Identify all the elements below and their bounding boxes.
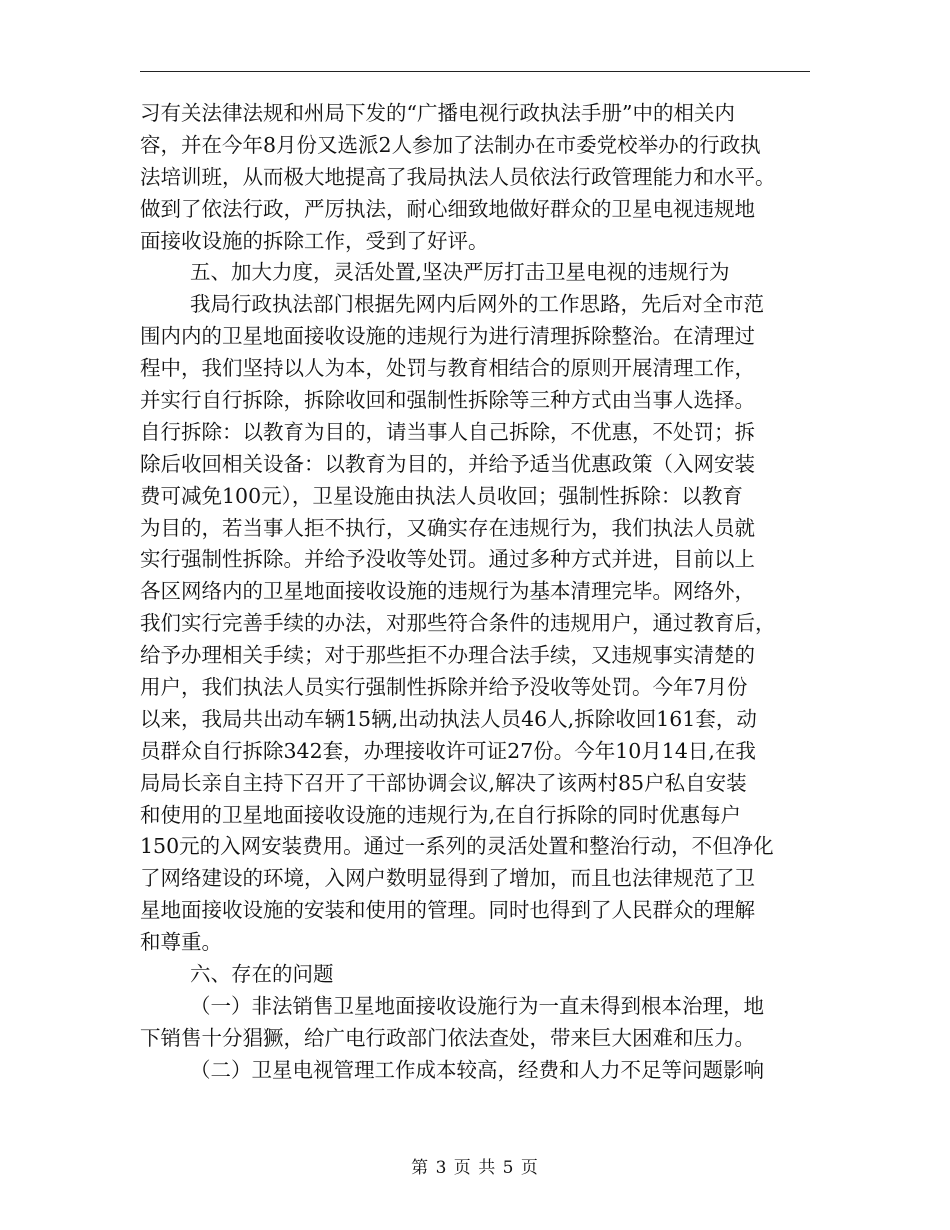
body-line: 以来，我局共出动车辆15辆,出动执法人员46人,拆除收回161套，动	[140, 706, 757, 731]
section-heading-5: 五、加大力度，灵活处置,坚决严厉打击卫星电视的违规行为	[190, 260, 730, 285]
body-line: 做到了依法行政，严厉执法，耐心细致地做好群众的卫星电视违规地	[140, 196, 755, 221]
body-line: 面接收设施的拆除工作，受到了好评。	[140, 228, 489, 253]
body-line: 了网络建设的环境，入网户数明显得到了增加，而且也法律规范了卫	[140, 866, 755, 891]
body-line: 下销售十分猖獗，给广电行政部门依法查处，带来巨大困难和压力。	[140, 1025, 755, 1050]
body-line: 星地面接收设施的安装和使用的管理。同时也得到了人民群众的理解	[140, 898, 755, 923]
body-line: 150元的入网安装费用。通过一系列的灵活处置和整治行动，不但净化	[140, 834, 774, 859]
body-line: 用户，我们执法人员实行强制性拆除并给予没收等处罚。今年7月份	[140, 675, 748, 700]
paragraph-start: 我局行政执法部门根据先网内后网外的工作思路，先后对全市范	[190, 292, 764, 317]
body-line: 我们实行完善手续的办法，对那些符合条件的违规用户，通过教育后，	[140, 611, 776, 636]
document-body	[140, 98, 810, 1087]
paragraph-start: （二）卫星电视管理工作成本较高，经费和人力不足等问题影响	[190, 1057, 764, 1082]
body-line: 并实行自行拆除，拆除收回和强制性拆除等三种方式由当事人选择。	[140, 388, 755, 413]
body-line: 和使用的卫星地面接收设施的违规行为,在自行拆除的同时优惠每户	[140, 802, 742, 827]
header-rule	[140, 71, 810, 72]
section-heading-6: 六、存在的问题	[190, 962, 334, 987]
body-line: 费可减免100元），卫星设施由执法人员收回；强制性拆除：以教育	[140, 483, 743, 508]
body-line: 局局长亲自主持下召开了干部协调会议,解决了该两村85户私自安装	[140, 770, 747, 795]
body-line: 自行拆除：以教育为目的，请当事人自己拆除，不优惠，不处罚；拆	[140, 419, 755, 444]
page-footer: 第 3 页 共 5 页	[411, 1158, 539, 1178]
body-line: 习有关法律法规和州局下发的“广播电视行政执法手册”中的相关内	[140, 101, 735, 125]
paragraph-start: （一）非法销售卫星地面接收设施行为一直未得到根本治理，地	[190, 993, 764, 1018]
body-line: 各区网络内的卫星地面接收设施的违规行为基本清理完毕。网络外，	[140, 579, 755, 604]
body-line: 除后收回相关设备：以教育为目的，并给予适当优惠政策（入网安装	[140, 451, 755, 476]
body-line: 法培训班，从而极大地提高了我局执法人员依法行政管理能力和水平。	[140, 164, 776, 189]
body-line: 员群众自行拆除342套，办理接收许可证27份。今年10月14日,在我	[140, 738, 756, 763]
body-line: 程中，我们坚持以人为本，处罚与教育相结合的原则开展清理工作，	[140, 356, 755, 381]
body-line: 围内内的卫星地面接收设施的违规行为进行清理拆除整治。在清理过	[140, 324, 755, 349]
body-line: 和尊重。	[140, 930, 222, 955]
body-line: 容，并在今年8月份又选派2人参加了法制办在市委党校举办的行政执	[140, 132, 761, 157]
body-line: 为目的，若当事人拒不执行，又确实存在违规行为，我们执法人员就	[140, 515, 755, 540]
body-line: 实行强制性拆除。并给予没收等处罚。通过多种方式并进，目前以上	[140, 547, 755, 572]
body-line: 给予办理相关手续；对于那些拒不办理合法手续，又违规事实清楚的	[140, 643, 755, 668]
